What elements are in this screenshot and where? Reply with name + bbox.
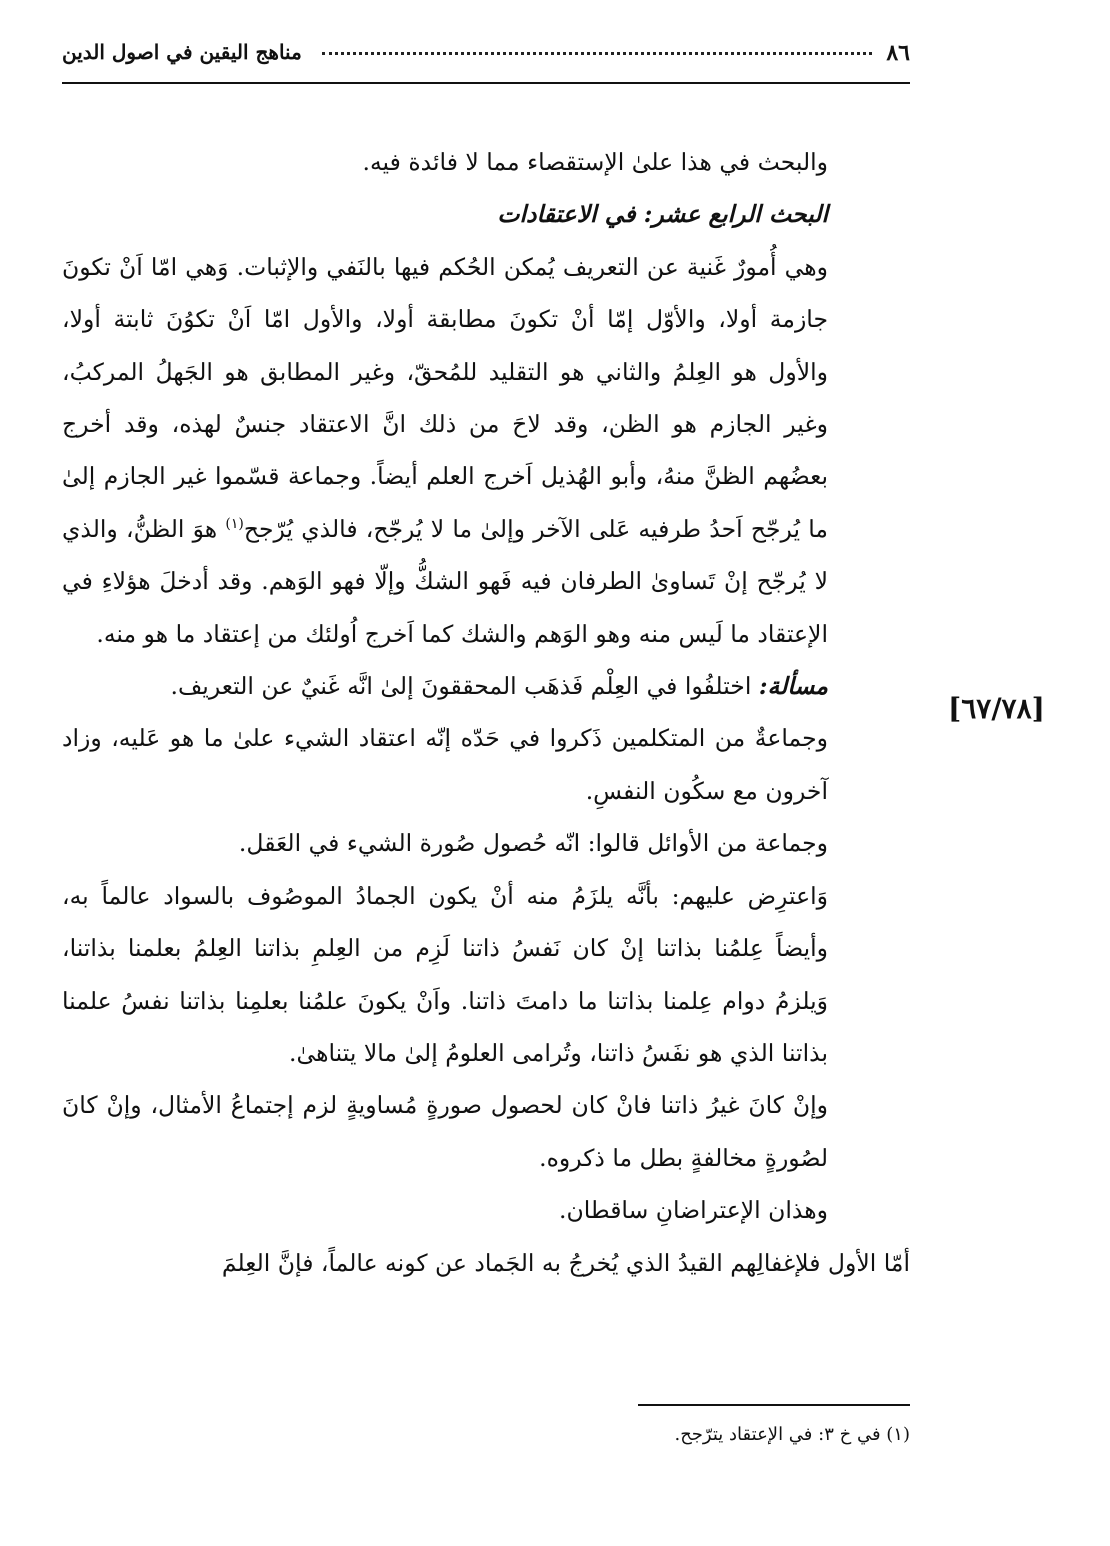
book-title: مناهج اليقين في اصول الدين bbox=[62, 40, 302, 64]
paragraph: وجماعة من الأوائل قالوا: انّه حُصول صُورة الشيء في العَقل. bbox=[238, 829, 828, 858]
footnote-marker: (١) bbox=[225, 516, 244, 533]
paragraph bbox=[62, 660, 910, 712]
body-text bbox=[62, 136, 910, 1289]
issue-term: مسألة: bbox=[758, 672, 828, 701]
running-header bbox=[62, 38, 910, 84]
paragraph: وإنْ كانَ غيرُ ذاتنا فانْ كان لحصول صورةٍ مُساويةٍ لزم إجتماعُ الأمثال، وإنْ كانَ لصُورةٍ مخالفةٍ بطل ما ذكروه. bbox=[62, 1091, 828, 1172]
paragraph: أمّا الأول فلإغفالِهم القيدُ الذي يُخرجُ به الجَماد عن كونه عالماً، فإنَّ العِلمَ bbox=[221, 1248, 910, 1277]
paragraph-text: وهي أُمورٌ غَنية عن التعريف يُمكن الحُكم فيها بالنَفي والإثبات. وَهي امّا اَنْ تكونَ جازمة أولا، والأوّل إمّا أنْ تكونَ مطابقة أولا، والأول امّا اَنْ تكوُنَ ثابتة أولا، والأول هو العِلمُ والثاني هو التقليد للمُحقّ، وغير المطابق هو الجَهلُ المركبُ، وغير الجازم هو الظن، وقد لاحَ من ذلك انَّ الاعتقاد جنسٌ لهذه، وقد أخرج بعضُهم الظنَّ منهُ، وأبو الهُذيل اَخرج العلم أيضاً. وجماعة قسّموا غير الجازم إلىٰ ما يُرجّح اَحدُ طرفيه عَلى الآخر وإلىٰ ما لا يُرجّح، فالذي يُرّجح bbox=[62, 252, 829, 543]
paragraph: والبحث في هذا علىٰ الإستقصاء مما لا فائدة فيه. bbox=[362, 148, 828, 176]
footnote-rule bbox=[638, 1404, 910, 1406]
paragraph: وَاعترِض عليهم: بأنَّه يلزَمُ منه أنْ يكون الجمادُ الموصُوف بالسواد عالماً به، وأيضاً عِلمُنا بذاتنا إنْ كان نَفسُ ذاتنا لَزِم من العِلمِ بذاتنا العِلمُ بعلمنا بذاتنا، وَيلزمُ دوام عِلمنا بذاتنا ما دامتَ ذاتنا. واَنْ يكونَ علمُنا بعلمِنا بذاتنا نفسُ علمنا بذاتنا الذي هو نفَسُ ذاتنا، وتُرامى العلومُ إلىٰ مالا يتناهىٰ. bbox=[62, 881, 828, 1067]
section-heading: البحث الرابع عشر: في الاعتقادات bbox=[497, 200, 828, 229]
paragraph: وهذان الإعتراضانِ ساقطان. bbox=[559, 1196, 828, 1225]
paragraph-text: هوَ الظنُّ، والذي لا يُرجّح إنْ تَساوىٰ الطرفان فيه فَهو الشكُّ وإلّا فهو الوَهم. وقد أدخلَ هؤلاءِ في الإعتقاد ما لَيس منه وهو الوَهم والشك كما اَخرج اُولئك من إعتقاد ما هو منه. bbox=[62, 514, 828, 648]
header-rule bbox=[62, 82, 910, 84]
paragraph: وجماعةٌ من المتكلمين ذَكروا في حَدّه إنّه اعتقاد الشيء علىٰ ما هو عَليه، وزاد آخرون مع سكُون النفسِ. bbox=[62, 724, 828, 805]
footnote: (١) في خ ٣: في الإعتقاد يترّجح. bbox=[674, 1424, 910, 1445]
header-leader-dots bbox=[322, 52, 872, 55]
margin-reference: [٦٧/٧٨] bbox=[948, 692, 1045, 725]
paragraph-text: اختلفُوا في العِلْم فَذهَب المحققونَ إلىٰ انَّه غَنيٌ عن التعريف. bbox=[170, 672, 759, 701]
page-number: ٨٦ bbox=[886, 40, 910, 66]
paragraph bbox=[62, 241, 910, 660]
